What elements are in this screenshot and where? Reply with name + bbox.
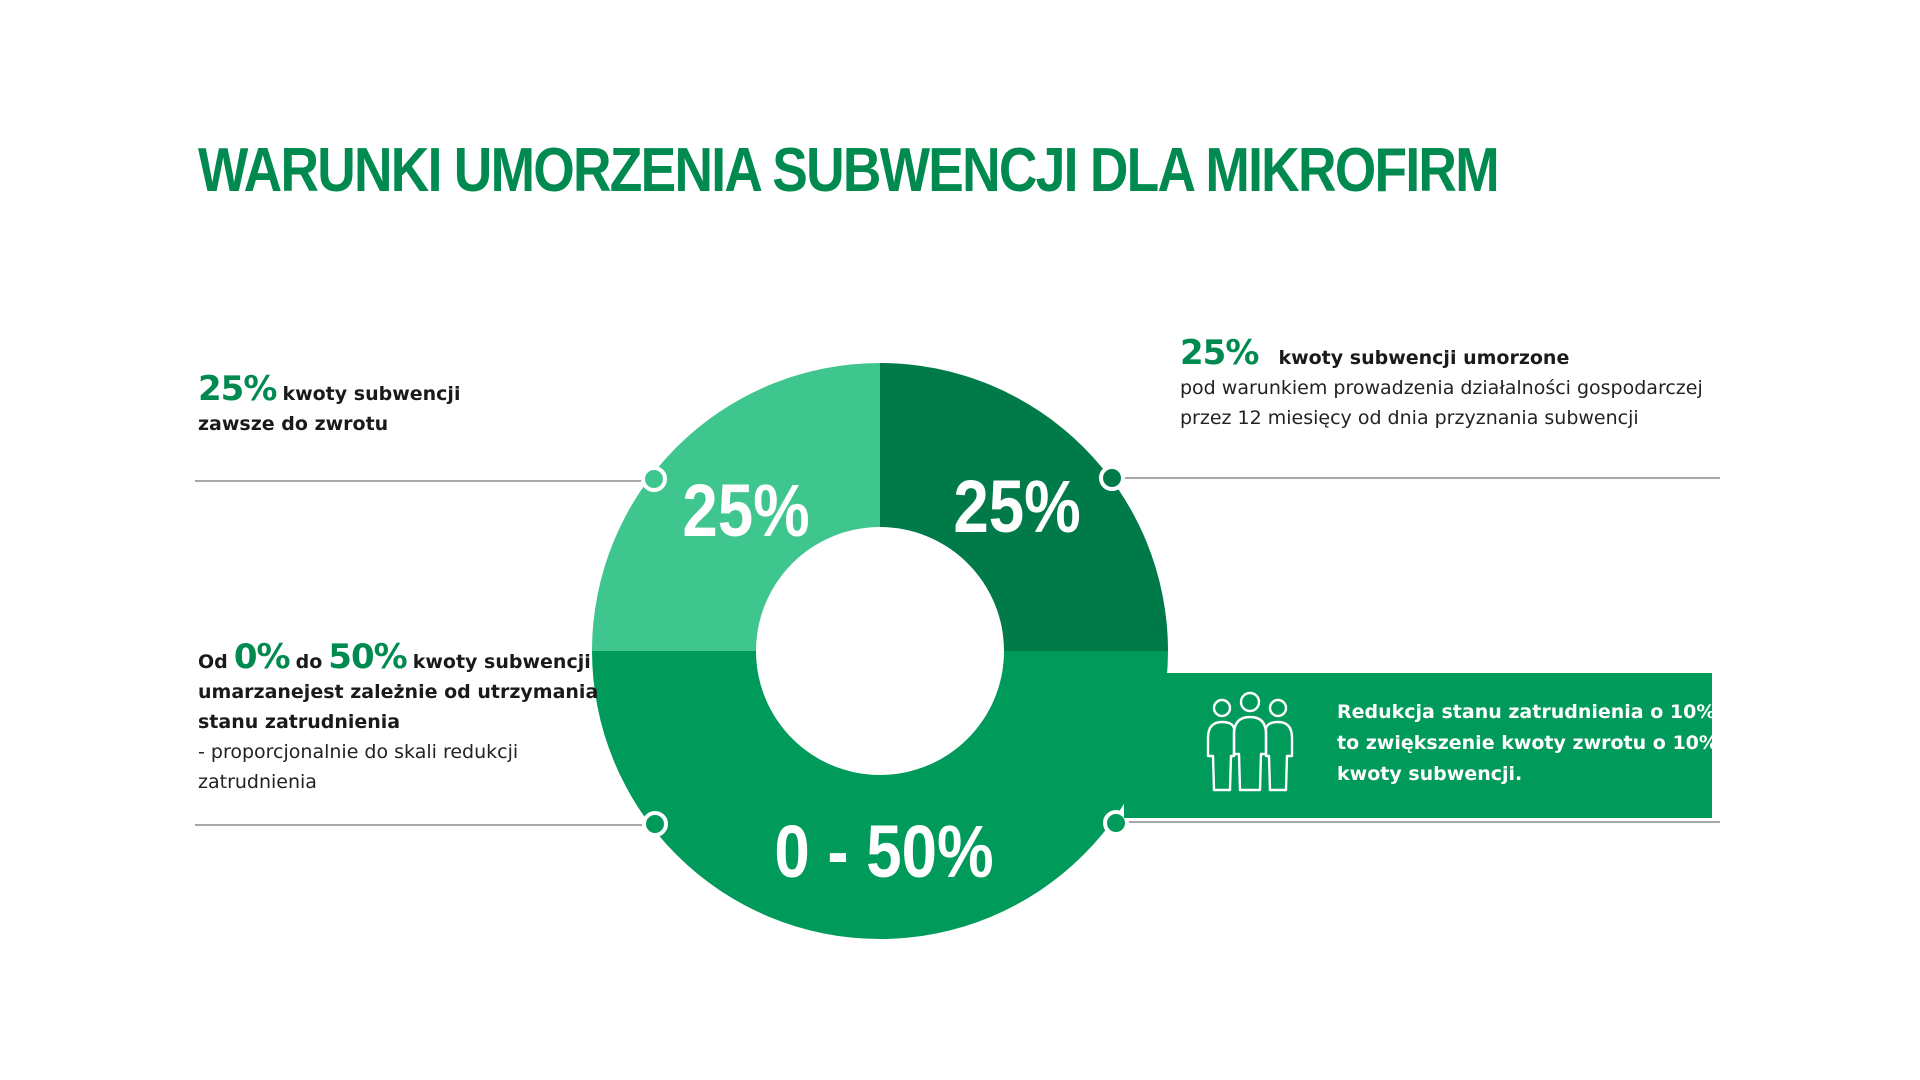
bottom-left-do: do bbox=[295, 651, 323, 673]
marker-dot-top-right bbox=[1101, 467, 1123, 489]
callout-line-2: to zwiększenie kwoty zwrotu o 10% bbox=[1337, 732, 1718, 754]
top-left-text-1: kwoty subwencji bbox=[282, 383, 461, 405]
callout-text bbox=[1337, 697, 1737, 790]
bottom-left-percent-from: 0% bbox=[233, 637, 290, 677]
donut-hole bbox=[756, 527, 1004, 775]
top-right-percent: 25% bbox=[1180, 333, 1259, 373]
bottom-left-text-3: stanu zatrudnienia bbox=[198, 711, 401, 733]
bottom-left-text-4: - proporcjonalnie do skali redukcji bbox=[198, 741, 519, 763]
bottom-left-od: Od bbox=[198, 651, 228, 673]
callout-line-1: Redukcja stanu zatrudnienia o 10% bbox=[1337, 701, 1716, 723]
marker-dot-bottom-left bbox=[644, 813, 666, 835]
top-left-percent: 25% bbox=[198, 369, 277, 409]
top-left-text-2: zawsze do zwrotu bbox=[198, 413, 389, 435]
top-right-text-1: kwoty subwencji umorzone bbox=[1278, 347, 1570, 369]
slice-top-right-label: 25% bbox=[953, 465, 1081, 549]
marker-dot-top-left bbox=[643, 468, 665, 490]
info-bottom-left bbox=[198, 637, 618, 797]
slice-top-left-label: 25% bbox=[682, 469, 810, 553]
people-icon bbox=[1202, 690, 1298, 794]
slice-bottom-label: 0 - 50% bbox=[774, 810, 994, 894]
info-top-right bbox=[1180, 333, 1740, 433]
bottom-left-text-5: zatrudnienia bbox=[198, 771, 317, 793]
callout-line-3: kwoty subwencji. bbox=[1337, 763, 1523, 785]
bottom-left-text-2: umarzanejest zależnie od utrzymania bbox=[198, 681, 599, 703]
top-right-text-3: przez 12 miesięcy od dnia przyznania subwencji bbox=[1180, 407, 1639, 429]
info-top-left bbox=[198, 369, 618, 439]
page-title: WARUNKI UMORZENIA SUBWENCJI DLA MIKROFIRM bbox=[198, 136, 1498, 205]
bottom-left-percent-to: 50% bbox=[328, 637, 407, 677]
bottom-left-text-1: kwoty subwencji bbox=[412, 651, 591, 673]
top-right-text-2: pod warunkiem prowadzenia działalności gospodarczej bbox=[1180, 377, 1703, 399]
